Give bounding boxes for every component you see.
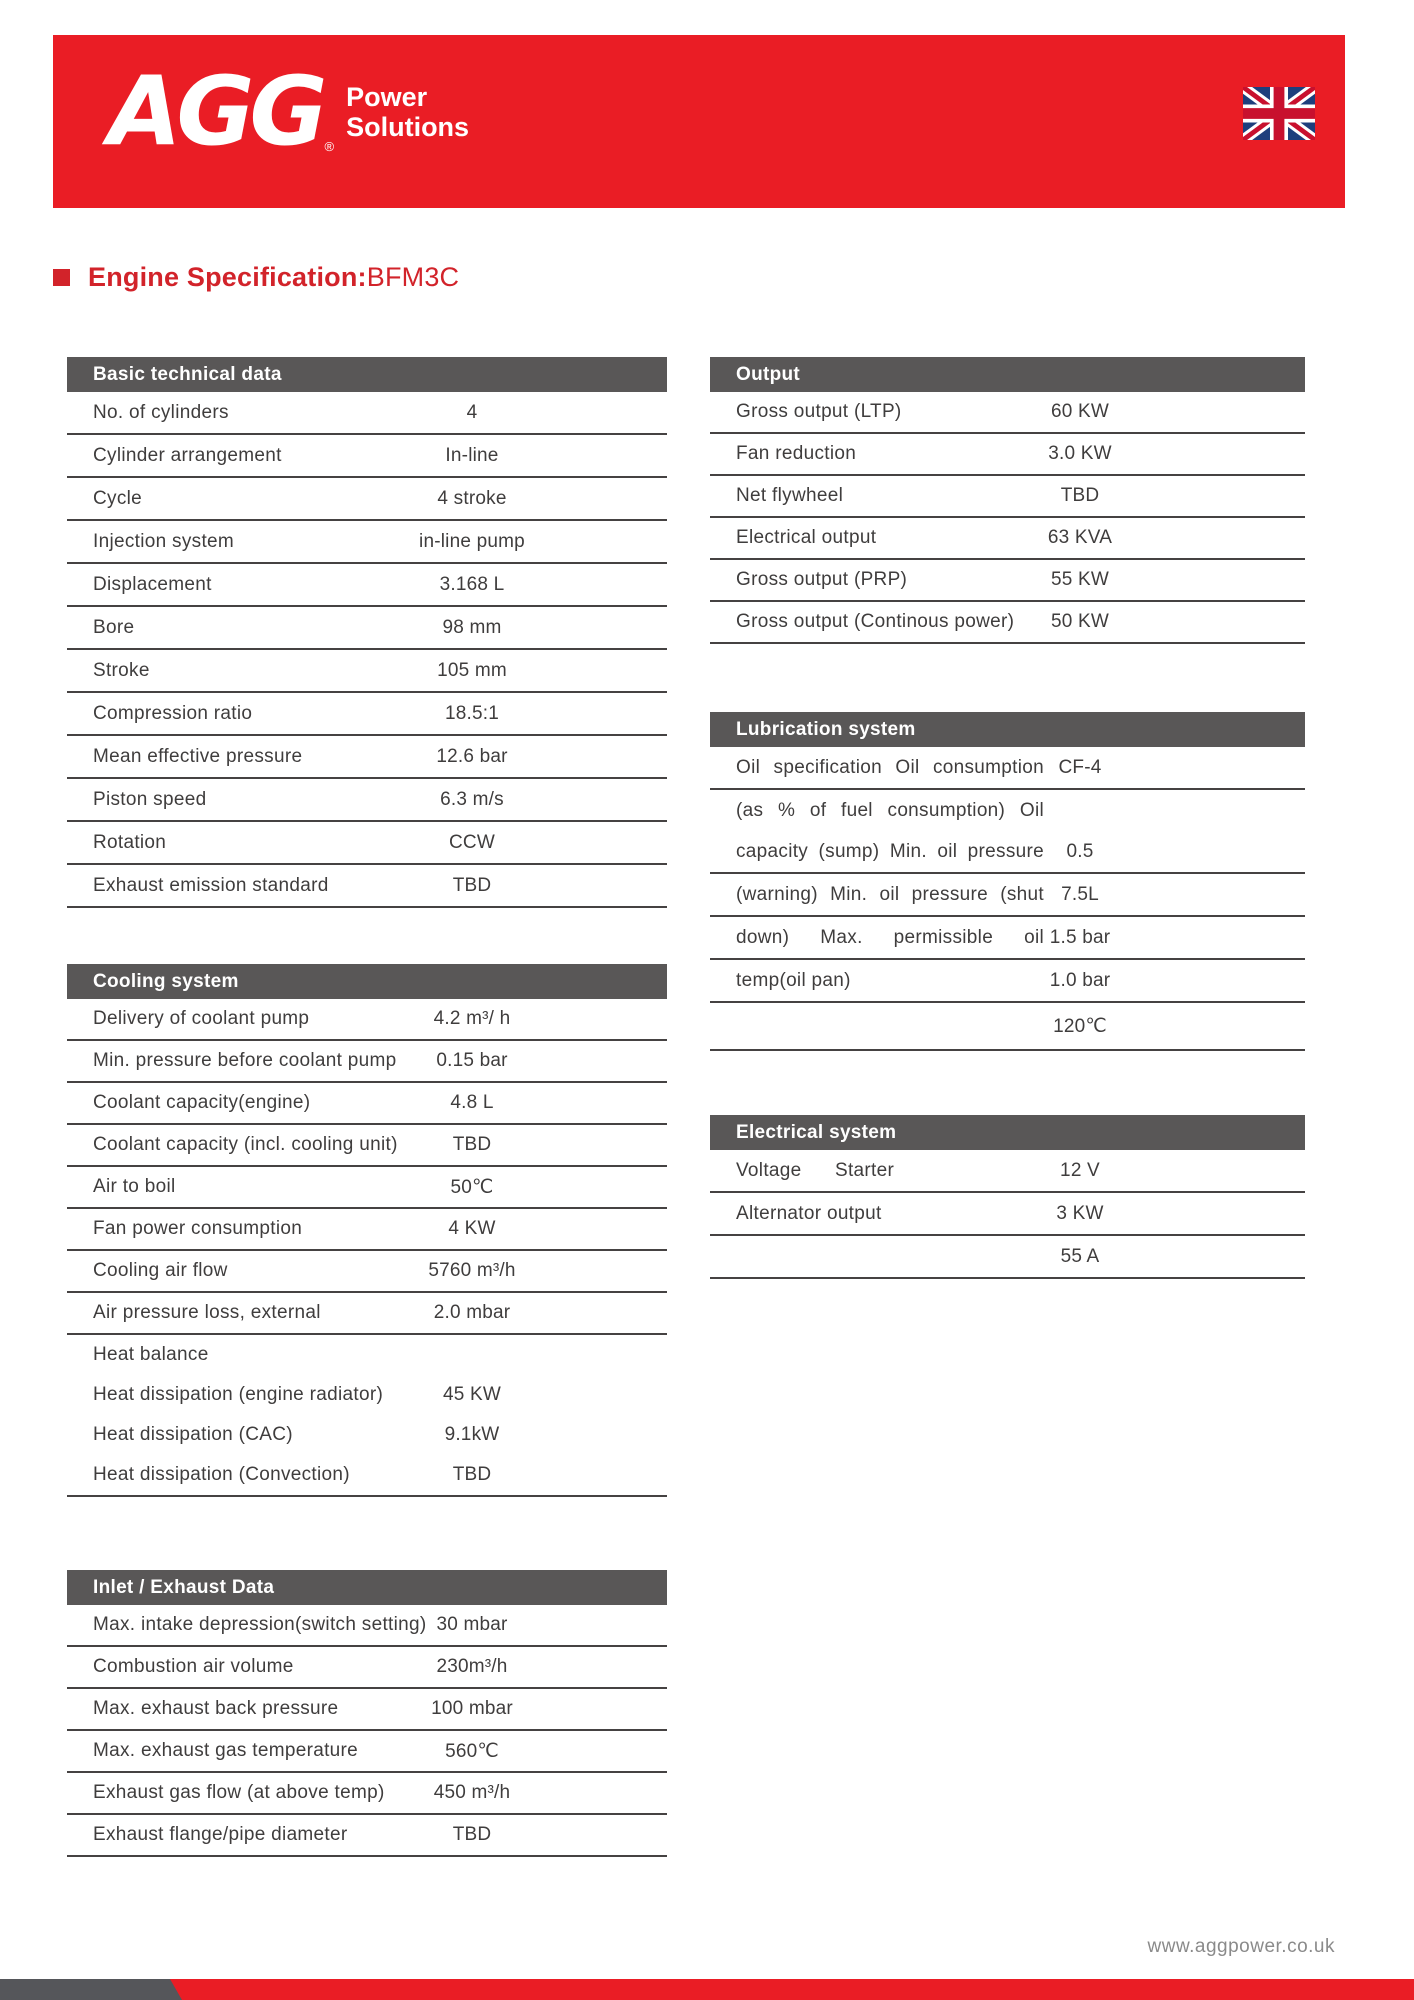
table-row bbox=[67, 1209, 667, 1251]
table-header bbox=[67, 357, 667, 392]
row-label: Fan power consumption bbox=[93, 1218, 303, 1239]
table-row bbox=[710, 790, 1305, 831]
table-row bbox=[710, 831, 1305, 874]
output-table bbox=[710, 357, 1305, 644]
row-value: 6.3 m/s bbox=[440, 788, 504, 810]
table-row bbox=[67, 607, 667, 650]
table-title: Lubrication system bbox=[736, 718, 916, 740]
table-header bbox=[67, 964, 667, 999]
table-row bbox=[710, 476, 1305, 518]
registered-trademark-mark: ® bbox=[324, 139, 335, 155]
table-row bbox=[67, 1293, 667, 1335]
table-row bbox=[67, 1647, 667, 1689]
table-row bbox=[710, 1003, 1305, 1051]
row-label: Air to boil bbox=[93, 1176, 176, 1197]
row-value: 63 KVA bbox=[1047, 527, 1113, 548]
row-value: 12.6 bar bbox=[436, 745, 508, 767]
row-value: 3.0 KW bbox=[1048, 443, 1112, 464]
section-bullet bbox=[53, 269, 70, 286]
row-value: 5760 m³/h bbox=[428, 1260, 516, 1281]
table-row bbox=[67, 1455, 667, 1497]
row-label: Gross output (Continous power) bbox=[736, 611, 1015, 632]
row-value: 60 KW bbox=[1050, 401, 1110, 422]
row-label: Oil specification Oil consumption bbox=[736, 756, 1044, 778]
row-label: Gross output (PRP) bbox=[736, 569, 908, 590]
uk-flag-icon bbox=[1243, 87, 1315, 140]
row-label: Alternator output bbox=[736, 1202, 882, 1224]
row-label: (as % of fuel consumption) Oil bbox=[736, 799, 1044, 821]
table-row bbox=[67, 392, 667, 435]
table-row bbox=[67, 1815, 667, 1857]
row-label: down) Max. permissible oil bbox=[736, 926, 1044, 948]
table-row bbox=[710, 560, 1305, 602]
row-label: Voltage Starter bbox=[736, 1159, 895, 1181]
row-label: Exhaust emission standard bbox=[93, 874, 329, 896]
table-row bbox=[67, 822, 667, 865]
row-value: TBD bbox=[452, 1134, 492, 1155]
row-value: 18.5:1 bbox=[444, 702, 500, 724]
row-value: In-line bbox=[445, 444, 499, 466]
table-title: Inlet / Exhaust Data bbox=[93, 1576, 275, 1598]
row-value: 3 KW bbox=[1056, 1202, 1104, 1224]
agg-logo bbox=[108, 57, 470, 167]
row-label: Cooling air flow bbox=[93, 1260, 228, 1281]
table-row bbox=[67, 999, 667, 1041]
row-label: Piston speed bbox=[93, 788, 207, 810]
row-value: 4 KW bbox=[448, 1218, 496, 1239]
table-header bbox=[710, 1115, 1305, 1150]
header-banner bbox=[53, 35, 1345, 208]
row-value: 4 bbox=[466, 401, 478, 423]
table-row bbox=[710, 392, 1305, 434]
table-row bbox=[67, 478, 667, 521]
row-value: 1.5 bar bbox=[1049, 926, 1111, 948]
row-label: Delivery of coolant pump bbox=[93, 1008, 310, 1029]
table-row bbox=[67, 1041, 667, 1083]
table-title: Output bbox=[736, 363, 801, 385]
row-value: 55 A bbox=[1060, 1245, 1100, 1267]
page-title-text bbox=[88, 262, 459, 293]
row-value: 55 KW bbox=[1050, 569, 1110, 590]
row-value: CF-4 bbox=[1058, 756, 1102, 778]
row-label: Rotation bbox=[93, 831, 167, 853]
row-label: (warning) Min. oil pressure (shut bbox=[736, 883, 1044, 905]
row-value: CCW bbox=[449, 831, 495, 853]
row-value: 12 V bbox=[1060, 1159, 1100, 1181]
row-label: Heat dissipation (engine radiator) bbox=[93, 1384, 384, 1405]
table-header bbox=[710, 712, 1305, 747]
basic-technical-data-table bbox=[67, 357, 667, 908]
row-label: Displacement bbox=[93, 573, 212, 595]
table-title: Electrical system bbox=[736, 1121, 897, 1143]
row-label: Injection system bbox=[93, 530, 235, 552]
electrical-system-table bbox=[710, 1115, 1305, 1279]
row-label: Max. exhaust gas temperature bbox=[93, 1740, 359, 1761]
row-value: 50℃ bbox=[450, 1176, 494, 1198]
row-label: Net flywheel bbox=[736, 485, 844, 506]
table-row bbox=[710, 602, 1305, 644]
row-value: TBD bbox=[1060, 485, 1100, 506]
table-row bbox=[67, 521, 667, 564]
row-value: 9.1kW bbox=[444, 1424, 500, 1445]
table-row bbox=[67, 1251, 667, 1293]
row-label: Cylinder arrangement bbox=[93, 444, 282, 466]
row-label: Coolant capacity(engine) bbox=[93, 1092, 311, 1113]
row-value: 30 mbar bbox=[436, 1614, 508, 1635]
table-row bbox=[710, 874, 1305, 917]
table-row bbox=[67, 435, 667, 478]
table-title: Basic technical data bbox=[93, 363, 282, 385]
row-value: 7.5L bbox=[1061, 883, 1099, 905]
row-value: 4.8 L bbox=[450, 1092, 494, 1113]
row-value: 2.0 mbar bbox=[433, 1302, 511, 1323]
row-label: Combustion air volume bbox=[93, 1656, 294, 1677]
row-label: Min. pressure before coolant pump bbox=[93, 1050, 397, 1071]
row-value: in-line pump bbox=[419, 530, 525, 552]
table-row bbox=[710, 518, 1305, 560]
table-header bbox=[710, 357, 1305, 392]
table-row bbox=[710, 1150, 1305, 1193]
row-label: Exhaust gas flow (at above temp) bbox=[93, 1782, 385, 1803]
logo-subtitle-line2: Solutions bbox=[346, 111, 470, 142]
row-label: No. of cylinders bbox=[93, 401, 229, 423]
table-row bbox=[67, 1731, 667, 1773]
row-label: Compression ratio bbox=[93, 702, 253, 724]
table-row bbox=[710, 747, 1305, 790]
row-label: Mean effective pressure bbox=[93, 745, 303, 767]
row-value: 0.5 bbox=[1066, 840, 1094, 862]
row-label: Heat dissipation (CAC) bbox=[93, 1424, 293, 1445]
row-value: 560℃ bbox=[445, 1740, 499, 1762]
row-value: 4 stroke bbox=[437, 487, 507, 509]
table-title: Cooling system bbox=[93, 970, 239, 992]
row-label: capacity (sump) Min. oil pressure bbox=[736, 840, 1044, 862]
table-row bbox=[710, 1193, 1305, 1236]
row-label: Bore bbox=[93, 616, 135, 638]
engine-model: BFM3C bbox=[366, 262, 460, 292]
table-row bbox=[67, 650, 667, 693]
row-label: Coolant capacity (incl. cooling unit) bbox=[93, 1134, 398, 1155]
logo-subtitle-line1: Power bbox=[346, 82, 428, 112]
row-label: Max. intake depression(switch setting) bbox=[93, 1614, 427, 1635]
table-row bbox=[710, 1236, 1305, 1279]
row-label: Heat balance bbox=[93, 1344, 209, 1365]
row-value: 450 m³/h bbox=[433, 1782, 511, 1803]
inlet-exhaust-data-table bbox=[67, 1570, 667, 1857]
row-value: 0.15 bar bbox=[436, 1050, 508, 1071]
row-value: 230m³/h bbox=[436, 1656, 508, 1677]
row-label: Electrical output bbox=[736, 527, 877, 548]
row-value: 105 mm bbox=[437, 659, 507, 681]
row-label: Exhaust flange/pipe diameter bbox=[93, 1824, 348, 1845]
table-row bbox=[67, 1335, 667, 1375]
row-value: 4.2 m³/ h bbox=[433, 1008, 511, 1029]
row-value: 100 mbar bbox=[431, 1698, 513, 1719]
row-label: Max. exhaust back pressure bbox=[93, 1698, 339, 1719]
page-title-label: Engine Specification: bbox=[88, 262, 367, 292]
footer-website-link[interactable]: www.aggpower.co.uk bbox=[1147, 1936, 1335, 1957]
row-value: 3.168 L bbox=[439, 573, 505, 595]
table-row bbox=[710, 917, 1305, 960]
table-row bbox=[67, 865, 667, 908]
agg-logo-text: AGG bbox=[108, 57, 323, 167]
table-header bbox=[67, 1570, 667, 1605]
bottom-bar bbox=[0, 1979, 1414, 2000]
row-value: TBD bbox=[452, 1824, 492, 1845]
table-row bbox=[67, 1083, 667, 1125]
table-row bbox=[67, 1167, 667, 1209]
row-label: Gross output (LTP) bbox=[736, 401, 902, 422]
agg-logo-wordmark bbox=[108, 57, 335, 167]
row-value: TBD bbox=[452, 874, 492, 896]
table-row bbox=[67, 1773, 667, 1815]
row-label: Air pressure loss, external bbox=[93, 1302, 321, 1323]
table-row bbox=[67, 1125, 667, 1167]
table-row bbox=[67, 564, 667, 607]
table-row bbox=[710, 960, 1305, 1003]
row-label: Stroke bbox=[93, 659, 150, 681]
bottom-bar-gray-segment bbox=[0, 1979, 185, 2000]
table-row bbox=[67, 1415, 667, 1455]
table-row bbox=[67, 736, 667, 779]
cooling-system-table bbox=[67, 964, 667, 1497]
table-row bbox=[67, 779, 667, 822]
page-title bbox=[53, 262, 459, 293]
row-label: Fan reduction bbox=[736, 443, 857, 464]
row-value: 45 KW bbox=[442, 1384, 502, 1405]
row-value: 120℃ bbox=[1053, 1015, 1107, 1037]
row-label: temp(oil pan) bbox=[736, 969, 851, 991]
row-value: 50 KW bbox=[1050, 611, 1110, 632]
row-label: Cycle bbox=[93, 487, 143, 509]
table-row bbox=[67, 1375, 667, 1415]
row-value: TBD bbox=[452, 1464, 492, 1485]
agg-logo-subtitle bbox=[346, 83, 469, 142]
table-row bbox=[67, 693, 667, 736]
table-row bbox=[67, 1689, 667, 1731]
table-row bbox=[710, 434, 1305, 476]
lubrication-system-table bbox=[710, 712, 1305, 1051]
row-value: 1.0 bar bbox=[1049, 969, 1111, 991]
row-label: Heat dissipation (Convection) bbox=[93, 1464, 350, 1485]
table-row bbox=[67, 1605, 667, 1647]
row-value: 98 mm bbox=[442, 616, 502, 638]
